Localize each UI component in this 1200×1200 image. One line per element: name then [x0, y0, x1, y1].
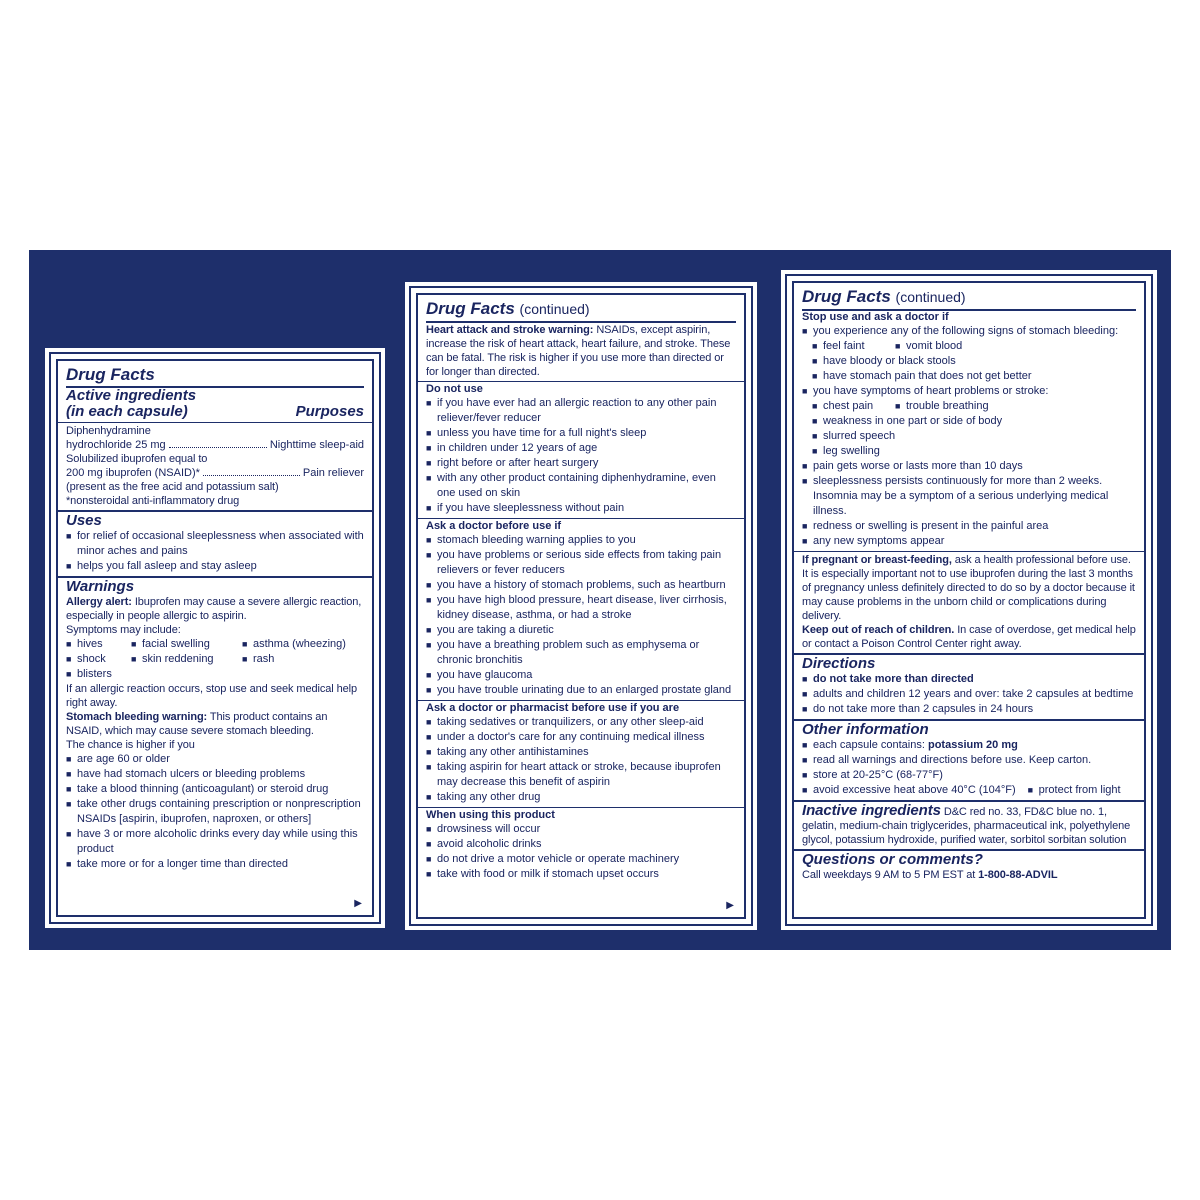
panel-title: Drug Facts — [66, 365, 364, 388]
ingredient-1-row — [66, 438, 364, 452]
pregnancy-warning — [802, 553, 1136, 623]
ask-pharmacist-item: ■ taking any other drug — [426, 790, 736, 805]
symptom-item: ■ hives — [66, 637, 119, 652]
other-info-text: each capsule contains: — [813, 739, 925, 751]
ask-doctor-item: ■ stomach bleeding warning applies to you — [426, 533, 736, 548]
drug-facts-panel-3 — [781, 270, 1157, 930]
ask-doctor-item: ■ you have glaucoma — [426, 668, 736, 683]
divider — [794, 551, 1144, 552]
uses-heading: Uses — [66, 512, 102, 529]
chance-item: ■ are age 60 or older — [66, 752, 364, 767]
symptoms-intro: Symptoms may include: — [66, 624, 181, 636]
ask-doctor-item: ■ you have a breathing problem such as emphysema or chronic bronchitis — [426, 638, 736, 668]
inactive-ingredients-heading: Inactive ingredients — [802, 802, 941, 819]
stop-use-subitem: ■ vomit blood — [895, 339, 962, 354]
ingredient-2-row — [66, 466, 364, 480]
ask-pharmacist-heading: Ask a doctor or pharmacist before use if you are — [426, 702, 680, 714]
active-ingredients-header — [66, 388, 364, 420]
pregnancy-text: ask a health professional before use. It is especially important not to use ibuprofen during the last 3 months of pregnancy unless definitely directed to do so by a doctor because it may cause problems in the unborn child or complications during delivery. — [802, 554, 1135, 622]
stop-use-subitem: ■ chest pain — [812, 399, 883, 414]
chance-item: ■ have had stomach ulcers or bleeding problems — [66, 767, 364, 782]
ask-pharmacist-item: ■ taking any other antihistamines — [426, 745, 736, 760]
warnings-heading: Warnings — [66, 578, 135, 595]
chance-intro: The chance is higher if you — [66, 739, 195, 751]
when-using-item: ■ drowsiness will occur — [426, 822, 736, 837]
directions-heading: Directions — [802, 655, 876, 672]
do-not-use-item: ■ right before or after heart surgery — [426, 456, 736, 471]
ask-doctor-item: ■ you are taking a diuretic — [426, 623, 736, 638]
stop-use-item: ■ you experience any of the following signs of stomach bleeding: — [802, 324, 1136, 339]
stop-use-row — [812, 339, 1136, 354]
stop-use-subitem: ■ feel faint — [812, 339, 883, 354]
questions-heading: Questions or comments? — [802, 851, 983, 868]
active-ingredients-subheading: (in each capsule) — [66, 403, 188, 420]
stop-use-item: ■ you have symptoms of heart problems or stroke: — [802, 384, 1136, 399]
keep-out-text: In case of overdose, get medical help or contact a Poison Control Center right away. — [802, 624, 1136, 650]
chance-item: ■ take more or for a longer time than directed — [66, 857, 364, 872]
other-info-row — [802, 783, 1136, 798]
do-not-use-item: ■ if you have ever had an allergic reaction to any other pain reliever/fever reducer — [426, 396, 736, 426]
panel-title-continued: (continued) — [519, 301, 590, 317]
when-using-item: ■ avoid alcoholic drinks — [426, 837, 736, 852]
symptom-item: ■ skin reddening — [131, 652, 230, 667]
continue-arrow-icon: ▶ — [354, 898, 362, 909]
symptom-item: ■ shock — [66, 652, 119, 667]
stop-use-subitem: ■ have stomach pain that does not get better — [812, 369, 1136, 384]
when-using-heading: When using this product — [426, 809, 555, 821]
do-not-use-item: ■ unless you have time for a full night's sleep — [426, 426, 736, 441]
active-ingredients-heading: Active ingredients — [66, 387, 197, 404]
stomach-warning-text: This product contains an NSAID, which may cause severe stomach bleeding. — [66, 711, 328, 737]
ask-pharmacist-item: ■ taking sedatives or tranquilizers, or any other sleep-aid — [426, 715, 736, 730]
keep-out-of-reach — [802, 623, 1136, 651]
allergy-alert-label: Allergy alert: — [66, 596, 132, 608]
do-not-use-heading: Do not use — [426, 383, 483, 395]
divider — [58, 510, 372, 512]
ingredient-2-note: (present as the free acid and potassium salt) — [66, 481, 279, 493]
panel-title — [802, 287, 1136, 311]
heart-warning — [426, 323, 736, 379]
uses-item: ■ helps you fall asleep and stay asleep — [66, 559, 364, 574]
panel-title — [426, 299, 736, 323]
symptom-item: ■ asthma (wheezing) — [242, 637, 346, 652]
divider — [58, 422, 372, 423]
ingredient-2-amount: 200 mg ibuprofen (NSAID)* — [66, 467, 200, 479]
questions-line — [802, 868, 1136, 882]
stop-use-item: ■ pain gets worse or lasts more than 10 days — [802, 459, 1136, 474]
other-info-bold: potassium 20 mg — [927, 739, 1018, 751]
stop-use-heading: Stop use and ask a doctor if — [802, 311, 949, 323]
chance-item: ■ take other drugs containing prescription or nonprescription NSAIDs [aspirin, ibuprofen, naproxen, or others] — [66, 797, 364, 827]
chance-item: ■ have 3 or more alcoholic drinks every day while using this product — [66, 827, 364, 857]
when-using-item: ■ do not drive a motor vehicle or operate machinery — [426, 852, 736, 867]
ask-doctor-item: ■ you have trouble urinating due to an enlarged prostate gland — [426, 683, 736, 698]
ask-doctor-item: ■ you have high blood pressure, heart disease, liver cirrhosis, kidney disease, asthma, or had a stroke — [426, 593, 736, 623]
other-information-heading: Other information — [802, 721, 929, 738]
when-using-item: ■ take with food or milk if stomach upset occurs — [426, 867, 736, 882]
symptom-item: ■ facial swelling — [131, 637, 230, 652]
stop-use-subitem: ■ slurred speech — [812, 429, 1136, 444]
ingredient-2-name: Solubilized ibuprofen equal to — [66, 453, 208, 465]
symptom-item: ■ blisters — [66, 667, 364, 682]
other-info-item: ■ store at 20-25°C (68-77°F) — [802, 768, 1136, 783]
directions-item: ■ adults and children 12 years and over: take 2 capsules at bedtime — [802, 687, 1136, 702]
divider — [418, 381, 744, 382]
stop-use-item: ■ sleeplessness persists continuously for more than 2 weeks. Insomnia may be a symptom of a serious underlying medical illness. — [802, 474, 1136, 519]
pregnancy-label: If pregnant or breast-feeding, — [802, 554, 952, 566]
stop-use-subitem: ■ trouble breathing — [895, 399, 989, 414]
inactive-ingredients — [802, 803, 1136, 847]
divider — [418, 807, 744, 808]
allergy-after: If an allergic reaction occurs, stop use and seek medical help right away. — [66, 683, 357, 709]
ingredient-2-purpose: Pain reliever — [302, 467, 364, 479]
continue-arrow-icon: ▶ — [726, 900, 734, 911]
chance-item: ■ take a blood thinning (anticoagulant) or steroid drug — [66, 782, 364, 797]
stop-use-subitem: ■ weakness in one part or side of body — [812, 414, 1136, 429]
ask-pharmacist-item: ■ taking aspirin for heart attack or stroke, because ibuprofen may decrease this benefit of aspirin — [426, 760, 736, 790]
ingredient-1-purpose: Nighttime sleep-aid — [269, 439, 364, 451]
other-info-item: ■ read all warnings and directions before use. Keep carton. — [802, 753, 1136, 768]
drug-facts-panel-1 — [45, 348, 385, 928]
ingredient-1-amount: hydrochloride 25 mg — [66, 439, 166, 451]
do-not-use-item: ■ if you have sleeplessness without pain — [426, 501, 736, 516]
do-not-use-item: ■ in children under 12 years of age — [426, 441, 736, 456]
panel-title-continued: (continued) — [895, 289, 966, 305]
panel-title-text: Drug Facts — [802, 287, 891, 306]
ask-doctor-item: ■ you have a history of stomach problems, such as heartburn — [426, 578, 736, 593]
ingredient-1-name: Diphenhydramine — [66, 425, 151, 437]
do-not-use-item: ■ with any other product containing diphenhydramine, even one used on skin — [426, 471, 736, 501]
allergy-alert-text: Ibuprofen may cause a severe allergic reaction, especially in people allergic to aspirin. — [66, 596, 362, 622]
purposes-heading: Purposes — [295, 403, 364, 420]
other-info-item: ■ avoid excessive heat above 40°C (104°F) — [802, 783, 1016, 798]
heart-warning-text: NSAIDs, except aspirin, increase the risk of heart attack, heart failure, and stroke. These can be fatal. The risk is higher if you use more than directed or for longer than directed. — [426, 324, 731, 378]
directions-item: ■ do not take more than 2 capsules in 24 hours — [802, 702, 1136, 717]
panel-title-text: Drug Facts — [426, 299, 515, 318]
uses-item: ■ for relief of occasional sleeplessness when associated with minor aches and pains — [66, 529, 364, 559]
symptom-item: ■ rash — [242, 652, 274, 667]
divider — [418, 518, 744, 519]
ask-doctor-item: ■ you have problems or serious side effects from taking pain relievers or fever reducers — [426, 548, 736, 578]
symptoms-row — [66, 637, 364, 652]
stop-use-row — [812, 399, 1136, 414]
heart-warning-label: Heart attack and stroke warning: — [426, 324, 594, 336]
divider — [418, 700, 744, 701]
directions-item: ■ do not take more than directed — [802, 672, 1136, 687]
other-info-item — [802, 738, 1136, 753]
stomach-warning — [66, 710, 364, 738]
symptoms-row — [66, 652, 364, 667]
nsaid-footnote: *nonsteroidal anti-inflammatory drug — [66, 495, 240, 507]
ask-doctor-heading: Ask a doctor before use if — [426, 520, 562, 532]
stop-use-item: ■ redness or swelling is present in the painful area — [802, 519, 1136, 534]
stop-use-subitem: ■ have bloody or black stools — [812, 354, 1136, 369]
ask-pharmacist-item: ■ under a doctor's care for any continuing medical illness — [426, 730, 736, 745]
keep-out-label: Keep out of reach of children. — [802, 624, 955, 636]
stomach-warning-label: Stomach bleeding warning: — [66, 711, 208, 723]
questions-phone: 1-800-88-ADVIL — [978, 869, 1058, 881]
questions-text: Call weekdays 9 AM to 5 PM EST at — [802, 869, 976, 881]
drug-facts-panel-2 — [405, 282, 757, 930]
stop-use-subitem: ■ leg swelling — [812, 444, 1136, 459]
inactive-ingredients-text: D&C red no. 33, FD&C blue no. 1, gelatin, medium-chain triglycerides, pharmaceutical ink, polyethylene glycol, potassium hydroxide, purified water, sorbitol sorbitan solution — [802, 806, 1131, 846]
other-info-item: ■ protect from light — [1028, 783, 1121, 798]
stop-use-item: ■ any new symptoms appear — [802, 534, 1136, 549]
allergy-alert — [66, 595, 364, 623]
